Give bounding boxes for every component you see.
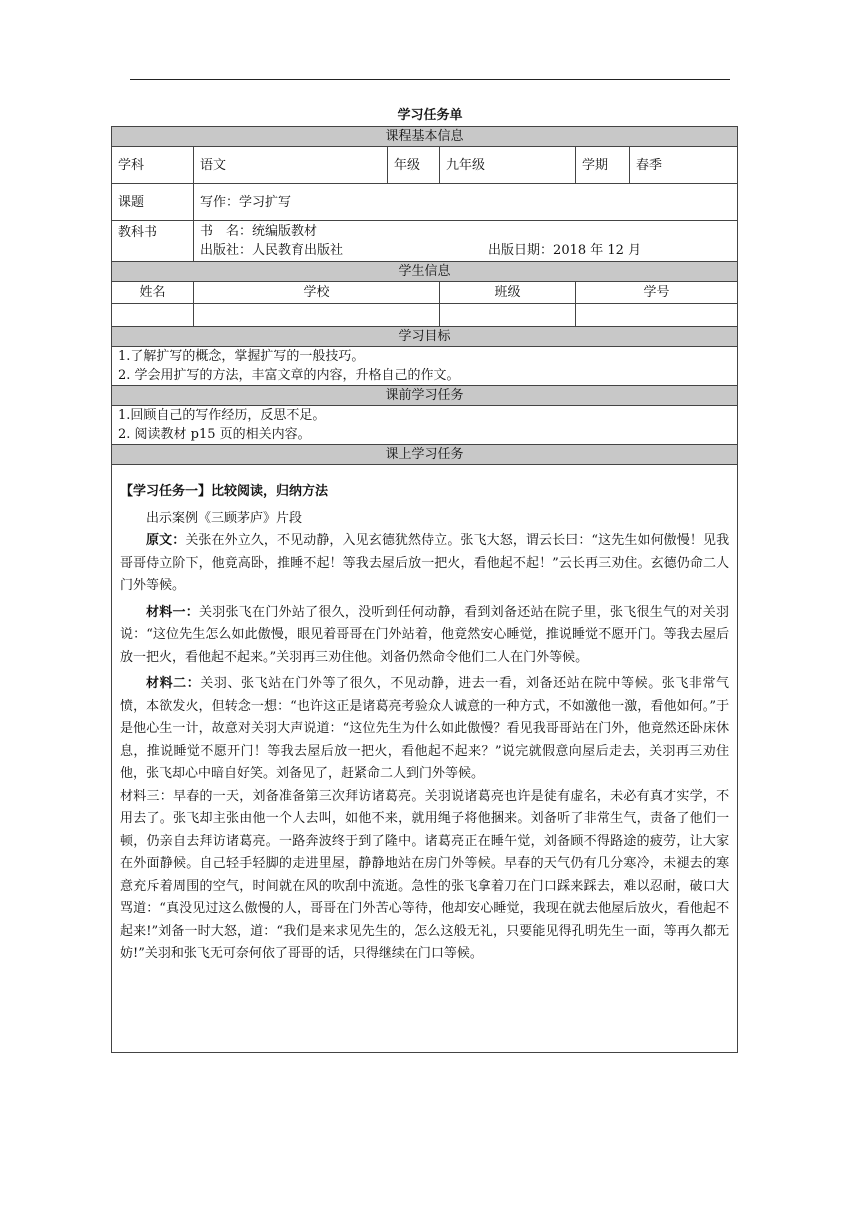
col-class: 班级 (440, 282, 576, 304)
publisher-line (200, 241, 731, 260)
goal-item: 2. 学会用扩写的方法，丰富文章的内容，升格自己的作文。 (118, 368, 460, 383)
grade-label: 年级 (388, 147, 440, 184)
subject-label: 学科 (112, 147, 194, 184)
document-title: 学习任务单 (397, 108, 463, 123)
pre-task-cell (112, 406, 738, 445)
goal-item: 1.了解扩写的概念，掌握扩写的一般技巧。 (118, 349, 365, 364)
grade-value: 九年级 (440, 147, 576, 184)
publish-date: 出版日期：2018 年 12 月 (488, 243, 642, 258)
student-header-row (112, 282, 738, 304)
material-three: 材料三：早春的一天，刘备准备第三次拜访诸葛亮。关羽说诸葛亮也许是徒有虚名，未必有真才实学，不用去了。张飞却主张由他一个人去叫，如他不来，就用绳子将他捆来。刘备听了非常生气，责备了他们一顿，仍亲自去拜访诸葛亮。一路奔波终于到了隆中。诸葛亮正在睡午觉，刘备顾不得路途的疲劳，让大家在外面静候。自己轻手轻脚的走进里屋，静静地站在房门外等候。早春的天气仍有几分寒冷，未褪去的寒意充斥着周围的空气，时间就在风的吹刮中流逝。急性的张飞拿着刀在门口踩来踩去，难以忍耐，破口大骂道：“真没见过这么傲慢的人，哥哥在门外苦心等待，他却安心睡觉，我现在就去他屋后放火，看他起不起来!”刘备一时大怒，道：“我们是来求见先生的，怎么这般无礼，只要能见得孔明先生一面，等再久都无妨!”关羽和张飞无可奈何依了哥哥的话，只得继续在门口等候。 (120, 788, 730, 961)
row-subject (112, 147, 738, 184)
row-topic (112, 184, 738, 221)
school-cell[interactable] (194, 304, 440, 327)
pre-task-item: 1.回顾自己的写作经历，反思不足。 (118, 408, 326, 423)
col-school: 学校 (194, 282, 440, 304)
header-rule (130, 79, 730, 80)
book-name: 书 名：统编版教材 (200, 224, 318, 239)
row-textbook (112, 221, 738, 262)
material-one: 材料一：关羽张飞在门外站了很久，没听到任何动静，看到刘备还站在院子里，张飞很生气的对关羽说：“这位先生怎么如此傲慢，眼见着哥哥在门外站着，他竟然安心睡觉，推说睡觉不愿开门。等我去屋后放一把火，看他起不起来。”关羽再三劝住他。刘备仍然命令他们二人在门外等候。 (120, 604, 730, 665)
term-label: 学期 (576, 147, 630, 184)
subject-value: 语文 (194, 147, 388, 184)
pre-task-row (112, 406, 738, 445)
topic-value: 写作：学习扩写 (194, 184, 738, 221)
in-class-task-row (112, 465, 738, 1053)
goals-cell (112, 347, 738, 386)
class-cell[interactable] (440, 304, 576, 327)
textbook-info (194, 221, 738, 262)
in-class-task-cell (112, 465, 738, 1053)
term-value: 春季 (630, 147, 738, 184)
task1-heading: 【学习任务一】比较阅读，归纳方法 (120, 484, 329, 499)
task-sheet-table (111, 126, 738, 1053)
textbook-label: 教科书 (112, 221, 194, 262)
section-header-goals: 学习目标 (112, 327, 738, 347)
case-intro: 出示案例《三顾茅庐》片段 (146, 510, 303, 526)
section-header-basic: 课程基本信息 (112, 127, 738, 147)
pre-task-item: 2. 阅读教材 p15 页的相关内容。 (118, 427, 311, 442)
original-label: 原文： (146, 533, 186, 548)
col-student-id: 学号 (576, 282, 738, 304)
material-two-label: 材料二： (146, 676, 201, 691)
student-id-cell[interactable] (576, 304, 738, 327)
section-header-pre: 课前学习任务 (112, 386, 738, 406)
original-text: 原文：关张在外立久，不见动静，入见玄德犹然侍立。张飞大怒，谓云长曰：“这先生如何傲慢！见我哥哥侍立阶下，他竟高卧，推睡不起！等我去屋后放一把火，看他起不起！”云长再三劝住。玄德仍命二人门外等候。 (120, 533, 730, 593)
publisher: 出版社：人民教育出版社 (200, 243, 344, 258)
topic-label: 课题 (112, 184, 194, 221)
material-one-label: 材料一： (146, 604, 200, 620)
section-header-in-class: 课上学习任务 (112, 445, 738, 465)
goals-row (112, 347, 738, 386)
student-input-row (112, 304, 738, 327)
col-name: 姓名 (112, 282, 194, 304)
name-cell[interactable] (112, 304, 194, 327)
material-two: 材料二：关羽、张飞站在门外等了很久，不见动静，进去一看，刘备还站在院中等候。张飞非常气愤，本欲发火，但转念一想：“也许这正是诸葛亮考验众人诚意的一种方式，不如激他一激，看他如何。”于是他心生一计，故意对关羽大声说道：“这位先生为什么如此傲慢？看见我哥哥站在门外，他竟然还卧床休息，推说睡觉不愿开门！等我去屋后放一把火，看他起不起来？”说完就假意向屋后走去，关羽再三劝住他，张飞却心中暗自好笑。刘备见了，赶紧命二人到门外等候。 (120, 676, 730, 781)
section-header-student: 学生信息 (112, 262, 738, 282)
